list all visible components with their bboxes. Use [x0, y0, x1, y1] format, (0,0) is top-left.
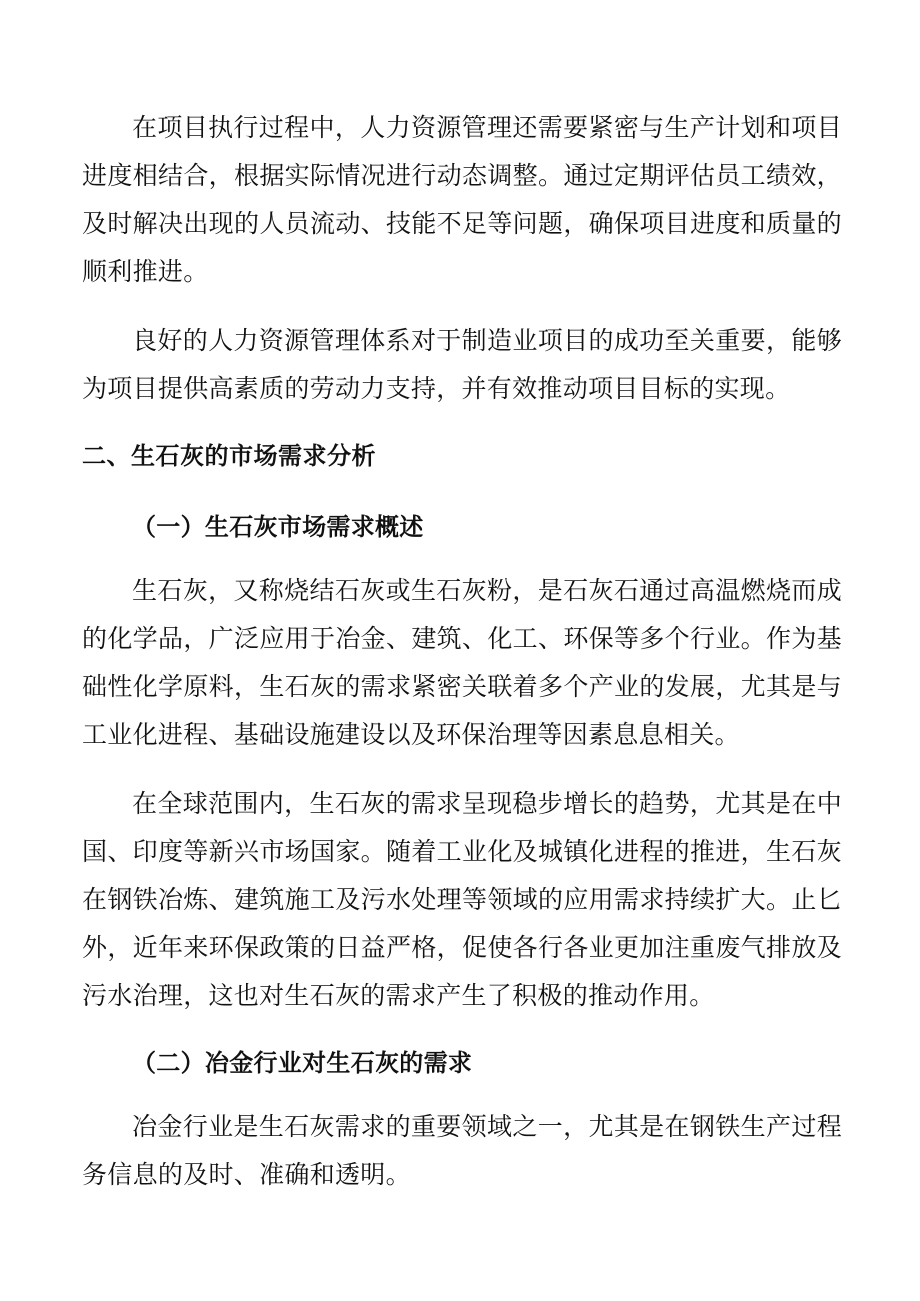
section-title: 二、生石灰的市场需求分析 [82, 442, 376, 470]
paragraph-metallurgy-demand: 冶金行业是生石灰需求的重要领域之一，尤其是在钢铁生产过程务信息的及时、准确和透明。 [82, 1112, 842, 1189]
paragraph-global-demand: 在全球范围内，生石灰的需求呈现稳步增长的趋势，尤其是在中国、印度等新兴市场国家。随着工业化及城镇化进程的推进，生石灰在钢铁冶炼、建筑施工及污水处理等领域的应用需求持续扩大。止匕外，近年来环保政策的日益严格，促使各行各业更加注重废气排放及污水治理，这也对生石灰的需求产生了积极的推动作用。 [82, 789, 842, 1010]
subsection-title-overview: （一）生石灰市场需求概述 [132, 512, 424, 541]
paragraph-hr-integration: 在项目执行过程中，人力资源管理还需要紧密与生产计划和项目进度相结合，根据实际情况进行动态调整。通过定期评估员工绩效，及时解决出现的人员流动、技能不足等问题，确保项目进度和质量的顺利推进。 [82, 113, 842, 286]
paragraph-lime-definition: 生石灰，又称烧结石灰或生石灰粉，是石灰石通过高温燃烧而成的化学品，广泛应用于冶金、建筑、化工、环保等多个行业。作为基础性化学原料，生石灰的需求紧密关联着多个产业的发展，尤其是与工业化进程、基础设施建设以及环保治理等因素息息相关。 [82, 576, 842, 749]
document-body [82, 104, 842, 1220]
paragraph-hr-importance: 良好的人力资源管理体系对于制造业项目的成功至关重要，能够为项目提供高素质的劳动力支持，并有效推动项目目标的实现。 [82, 326, 842, 403]
subsection-title-metallurgy: （二）冶金行业对生石灰的需求 [132, 1048, 473, 1077]
